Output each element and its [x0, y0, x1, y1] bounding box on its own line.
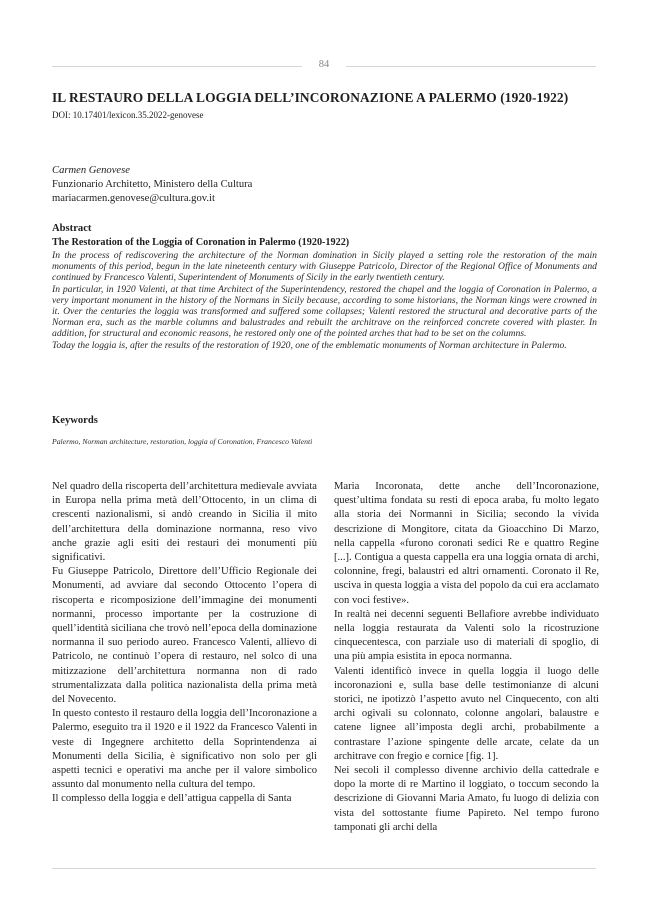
- body-paragraph: In realtà nei decenni seguenti Bellafiore avrebbe individuato nella loggia restaurata da Valenti solo la ricostruzione cinquecentesca, con parziale uso di materiali di spoglio, di una più ampia esistita in epoca normanna.: [334, 608, 599, 663]
- abstract-heading: Abstract: [52, 223, 92, 234]
- abstract-paragraph: In the process of rediscovering the architecture of the Norman domination in Sicily played a setting role the restoration of the main monuments of this period, begun in the late nineteenth century with Giuseppe Patricolo, Director of the Regional Office of Monuments and continued by Francesco Valenti, Superintendent of Monuments of Sicily in the early twentieth century.: [52, 250, 597, 284]
- abstract-body: [52, 250, 597, 351]
- header-rule-right: [346, 66, 596, 67]
- body-paragraph: In questo contesto il restauro della loggia dell’Incoronazione a Palermo, eseguito tra il 1920 e il 1922 da Francesco Valenti in veste di Ingegnere architetto della Soprintendenza ai Monumenti della Sicilia, è significativo non solo per gli aspetti tecnici e operativi ma anche per il valore simbolico assunto dal monumento nella cultura del tempo.: [52, 708, 317, 791]
- abstract-paragraph: Today the loggia is, after the results of the restoration of 1920, one of the emblematic monuments of Norman architecture in Palermo.: [52, 339, 567, 351]
- body-paragraph: Maria Incoronata, dette anche dell’Incoronazione, quest’ultima fondata su resti di epoca araba, fu molto legato alla storia dei Normanni in Sicilia; secondo la vivida descrizione di Mongitore, citata da Gioacchino Di Marzo, nella cappella «furono coronati sedici Re e quattro Regine [...]. Contigua a questa cappella era una loggia ornata di archi, colonnine, fregi, balaustri ed altri ornamenti. Coronato il Re, usciva in questa loggia a vista del popolo da cui era acclamato con voci festive».: [334, 481, 599, 606]
- keywords-list: Palermo, Norman architecture, restoration, loggia of Coronation, Francesco Valenti: [52, 437, 313, 446]
- body-paragraph: Valenti identificò invece in quella loggia il luogo delle incoronazioni e, sulla base delle testimonianze di alcuni storici, ne ipotizzò l’aspetto avuto nel Cinquecento, con alti archi ogivali su colonnato, colonne angolari, balaustre e catene lignee all’imposta degli archi, probabilmente a contrastare l’azione spingente delle arcate, celate da un architrave con fregio e cornice [fig. 1].: [334, 665, 599, 762]
- body-paragraph: Fu Giuseppe Patricolo, Direttore dell’Ufficio Regionale dei Monumenti, ad avviare dal secondo Ottocento l’opera di riscoperta e ricomposizione dell’immagine dei monumenti normanni, processo importante per la costruzione di quell’identità siciliana che trovò nell’epoca della dominazione normanna il suo periodo aureo. Francesco Valenti, allievo di Patricolo, ne continuò l’opera di restauro, nel solco di una mitizzazione dell’architettura normanna non di rado strumentalizzata dalla politica nazionalista della prima metà del Novecento.: [52, 566, 317, 706]
- article-title: IL RESTAURO DELLA LOGGIA DELL’INCORONAZIONE A PALERMO (1920-1922): [52, 90, 569, 105]
- abstract-subtitle: The Restoration of the Loggia of Coronation in Palermo (1920-1922): [52, 237, 350, 248]
- body-paragraph: Nei secoli il complesso divenne archivio della cattedrale e dopo la morte di re Martino il loggiato, o toccum secondo la descrizione di Giovanni Maria Amato, fu luogo di delizia con vista del sottostante fiume Papireto. Nel tempo furono tamponati gli archi della: [334, 765, 599, 833]
- abstract-paragraph: In particular, in 1920 Valenti, at that time Architect of the Superintendency, restored the chapel and the loggia of Coronation in Palermo, a very important monument in the history of the Normans in Sicily because, according to some historians, the Norman kings were crowned in it. Over the centuries the loggia was transformed and suffered some collapses; Valenti restored the structural and decorative parts of the Norman era, such as the marble columns and balustrades and rebuilt the architrave on the reinforced concrete covered with plaster. In addition, for structural and economic reasons, he restored only one of the pointed arches that had to be set on the columns.: [52, 283, 597, 340]
- author-email: mariacarmen.genovese@cultura.gov.it: [52, 193, 215, 204]
- keywords-heading: Keywords: [52, 415, 98, 426]
- body-column-left: [52, 480, 317, 807]
- page-number: 84: [318, 59, 330, 70]
- body-paragraph: Nel quadro della riscoperta dell’architettura medievale avviata in Europa nella prima metà dell’Ottocento, in un clima di crescenti nazionalismi, si andò creando in Sicilia il mito dell’architettura della dominazione normanna, reso vivo anche grazie agli esiti dei restauri dei monumenti più significativi.: [52, 481, 317, 564]
- header-rule-left: [52, 66, 302, 67]
- author-block: [52, 164, 252, 206]
- body-column-right: [334, 480, 599, 835]
- footer-rule: [52, 868, 596, 869]
- body-paragraph: Il complesso della loggia e dell’attigua cappella di Santa: [52, 793, 292, 805]
- doi: DOI: 10.17401/lexicon.35.2022-genovese: [52, 110, 204, 120]
- author-name: Carmen Genovese: [52, 165, 130, 176]
- author-role: Funzionario Architetto, Ministero della Cultura: [52, 179, 253, 190]
